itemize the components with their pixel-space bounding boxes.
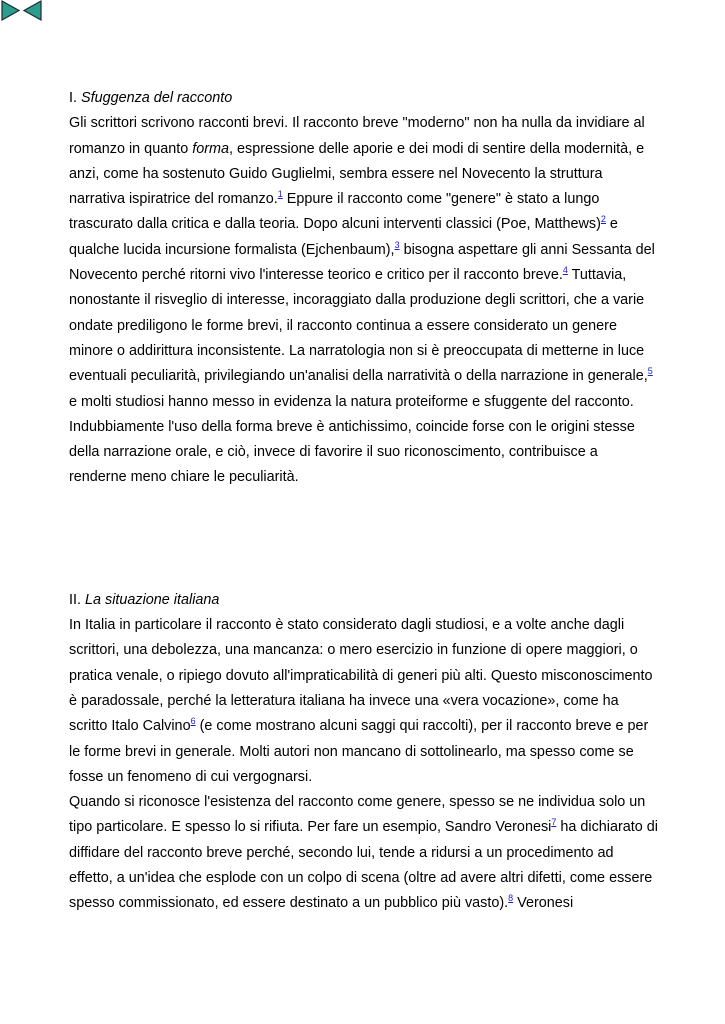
section-1-paragraph — [69, 111, 659, 490]
section-2-number: II. — [69, 591, 81, 608]
triangle-right-icon — [22, 0, 43, 21]
section-2-paragraph-1 — [69, 613, 659, 790]
section-2-heading — [69, 588, 659, 613]
section-1-title: Sfuggenza del racconto — [81, 90, 233, 106]
section-2-title: La situazione italiana — [85, 591, 220, 608]
next-page-button[interactable] — [22, 0, 43, 21]
text-run: ha dichiarato di diffidare del racconto breve perché, secondo lui, tende a ridursi a un procedimento ad effetto, a un'idea che esplode con un colpo di scena (oltre ad avere altri difetti, come essere spesso commissionato, ed essere destinato a un pubblico più vasto). — [69, 819, 658, 912]
triangle-left-icon — [0, 0, 21, 21]
text-run: e qualche lucida incursione formalista (Ejchenbaum), — [69, 216, 618, 258]
footnote-link-8[interactable]: 8 — [508, 893, 514, 904]
text-run: In Italia in particolare il racconto è stato considerato dagli studiosi, e a volte anche dagli scrittori, una debolezza, una mancanza: o mero esercizio in funzione di opere maggiori, o pratica venale, o ripiego dovuto all'impraticabilità di generi più alti. Questo misconoscimento è paradossale, perché la letteratura italiana ha invece una «vera vocazione», come ha scritto Italo Calvino — [69, 617, 653, 735]
section-1-heading — [69, 86, 659, 111]
emphasis-text: forma — [192, 140, 229, 157]
text-run: Veronesi — [513, 895, 574, 912]
footnote-link-4[interactable]: 4 — [562, 265, 568, 276]
text-run: Quando si riconosce l'esistenza del racconto come genere, spesso se ne individua solo un tipo particolare. E spesso lo si rifiuta. Per fare un esempio, Sandro Veronesi — [69, 794, 646, 836]
document-body — [69, 86, 659, 917]
prev-page-button[interactable] — [0, 0, 21, 21]
footnote-link-7[interactable]: 7 — [551, 817, 557, 828]
section-2-paragraph-2 — [69, 790, 659, 916]
footnote-link-3[interactable]: 3 — [394, 239, 400, 250]
section-2 — [69, 588, 659, 917]
section-1-number: I. — [69, 90, 77, 106]
text-run: Eppure il racconto come "genere" è stato a lungo trascurato dalla critica e dalla teoria. Dopo alcuni interventi classici (Poe, Matthews) — [69, 191, 601, 233]
footnote-link-2[interactable]: 2 — [600, 214, 606, 225]
footnote-link-6[interactable]: 6 — [190, 716, 196, 727]
text-run: (e come mostrano alcuni saggi qui raccolti), per il racconto breve e per le forme brevi in generale. Molti autori non mancano di sottolinearlo, ma spesso come se fosse un fenomeno di cui vergognarsi. — [69, 718, 649, 785]
page-navigation — [0, 0, 43, 24]
text-run: Gli scrittori scrivono racconti brevi. Il racconto breve "moderno" non ha nulla da invidiare al romanzo in quanto — [69, 115, 645, 157]
text-run: e molti studiosi hanno messo in evidenza la natura proteiforme e sfuggente del racconto. Indubbiamente l'uso della forma breve è antichissimo, coincide forse con le origini stesse della narrazione orale, e ciò, invece di favorire il suo riconoscimento, contribuisce a renderne meno chiare le peculiarità. — [69, 393, 635, 486]
text-run: bisogna aspettare gli anni Sessanta del Novecento perché ritorni vivo l'interesse teorico e critico per il racconto breve. — [69, 241, 655, 284]
text-run: Tuttavia, nonostante il risveglio di interesse, incoraggiato dalla produzione degli scrittori, che a varie ondate prediligono le forme brevi, il racconto continua a essere considerato un genere minore o addirittura inconsistente. La narratologia non si è preoccupata di metterne in luce eventuali peculiarità, privilegiando un'analisi della narratività o della narrazione in generale, — [69, 267, 648, 385]
footnote-link-1[interactable]: 1 — [277, 189, 283, 200]
text-run: , espressione delle aporie e dei modi di sentire della modernità, e anzi, come ha sostenuto Guido Guglielmi, sembra essere nel Novecento la struttura narrativa ispiratrice del romanzo. — [69, 140, 645, 208]
footnote-link-5[interactable]: 5 — [647, 366, 653, 377]
